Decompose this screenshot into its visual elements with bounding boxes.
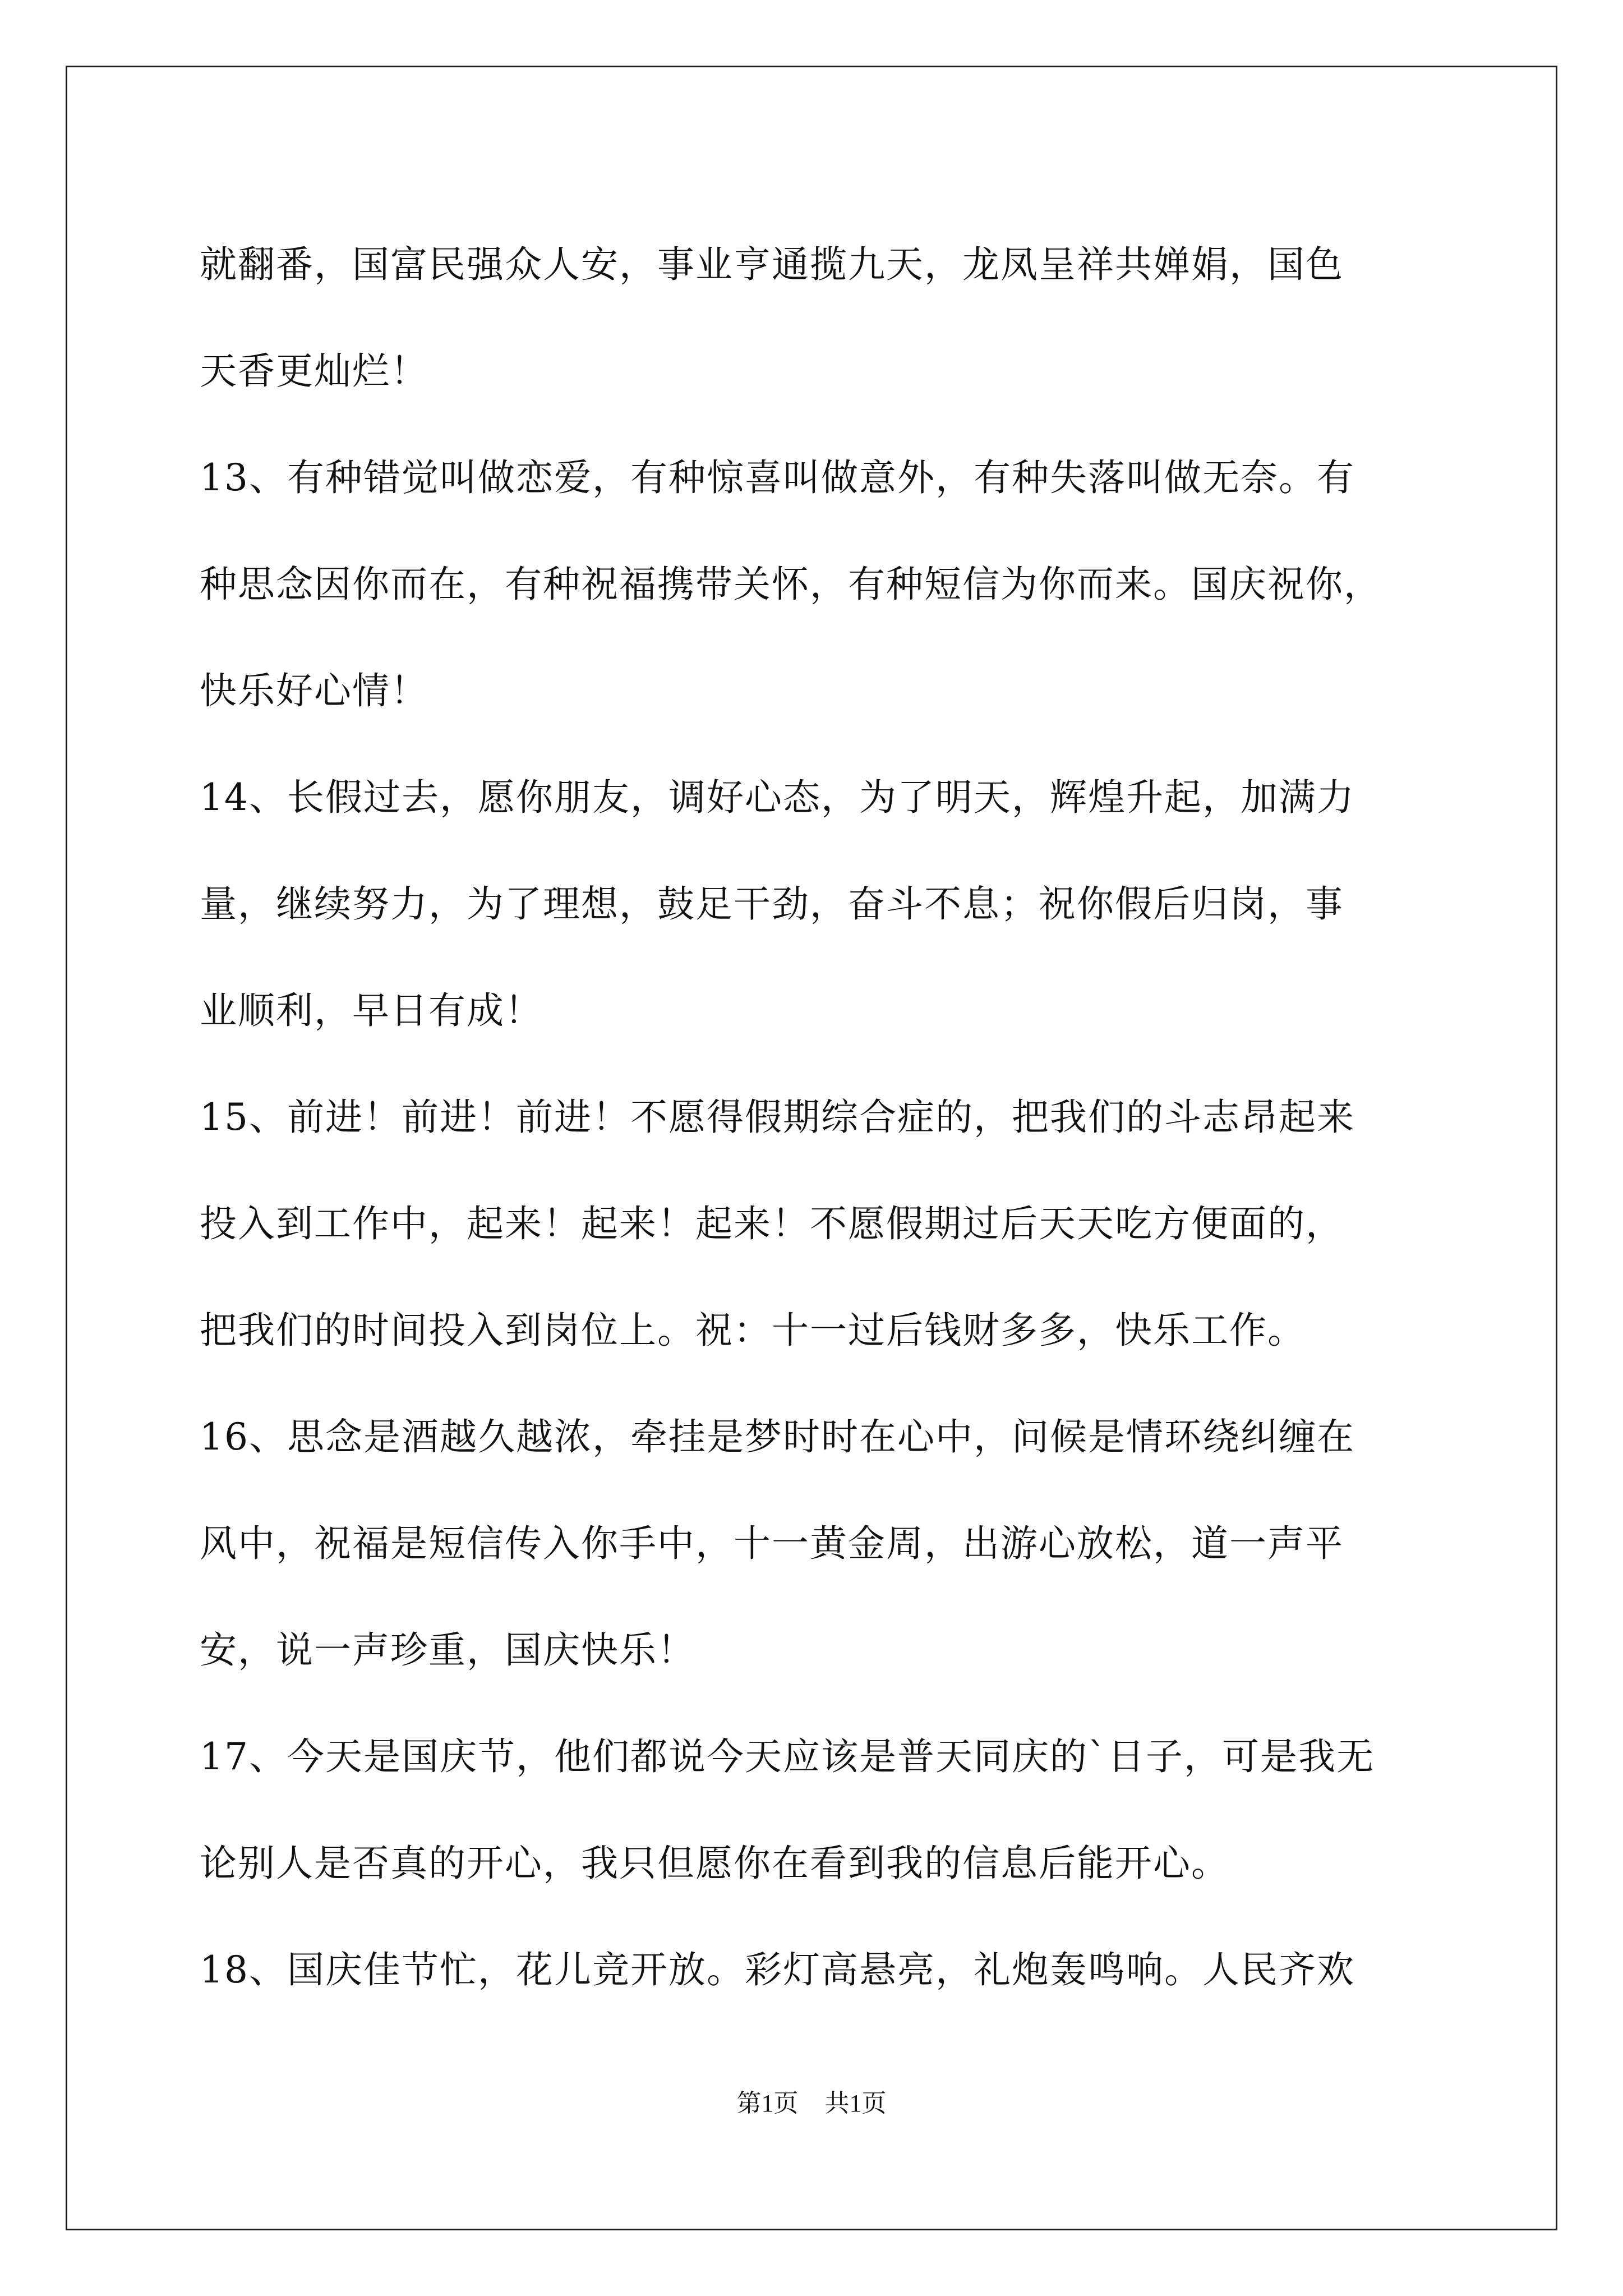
page-footer <box>0 2087 1623 2120</box>
text-line: 风中，祝福是短信传入你手中，十一黄金周，出游心放松，道一声平 <box>200 1522 1344 1565</box>
text-line: 16、思念是酒越久越浓，牵挂是梦时时在心中，问候是情环绕纠缠在 <box>200 1415 1355 1458</box>
text-line: 种思念因你而在，有种祝福携带关怀，有种短信为你而来。国庆祝你， <box>200 563 1382 606</box>
text-line: 就翻番，国富民强众人安，事业亨通揽九天，龙凤呈祥共婵娟，国色 <box>200 243 1344 286</box>
text-line: 14、长假过去，愿你朋友，调好心态，为了明天，辉煌升起，加满力 <box>200 776 1355 819</box>
text-line: 安，说一声珍重，国庆快乐！ <box>200 1628 695 1672</box>
text-line: 18、国庆佳节忙，花儿竞开放。彩灯高悬亮，礼炮轰鸣响。人民齐欢 <box>200 1948 1355 1991</box>
text-line: 量，继续努力，为了理想，鼓足干劲，奋斗不息；祝你假后归岗，事 <box>200 882 1344 926</box>
text-line: 把我们的时间投入到岗位上。祝：十一过后钱财多多，快乐工作。 <box>200 1309 1306 1352</box>
page-number-total: 共1页 <box>824 2090 887 2117</box>
text-line: 论别人是否真的开心，我只但愿你在看到我的信息后能开心。 <box>200 1842 1229 1885</box>
text-line: 17、今天是国庆节，他们都说今天应该是普天同庆的`日子，可是我无 <box>200 1735 1375 1778</box>
text-line: 13、有种错觉叫做恋爱，有种惊喜叫做意外，有种失落叫做无奈。有 <box>200 456 1355 499</box>
text-line: 投入到工作中，起来！起来！起来！不愿假期过后天天吃方便面的， <box>200 1202 1344 1245</box>
document-body <box>200 211 1433 2023</box>
text-line: 15、前进！前进！前进！不愿得假期综合症的，把我们的斗志昂起来 <box>200 1096 1355 1139</box>
text-line: 天香更灿烂！ <box>200 349 428 393</box>
page-number-current: 第1页 <box>736 2090 799 2117</box>
text-line: 快乐好心情！ <box>200 669 428 712</box>
text-line: 业顺利，早日有成！ <box>200 989 543 1032</box>
